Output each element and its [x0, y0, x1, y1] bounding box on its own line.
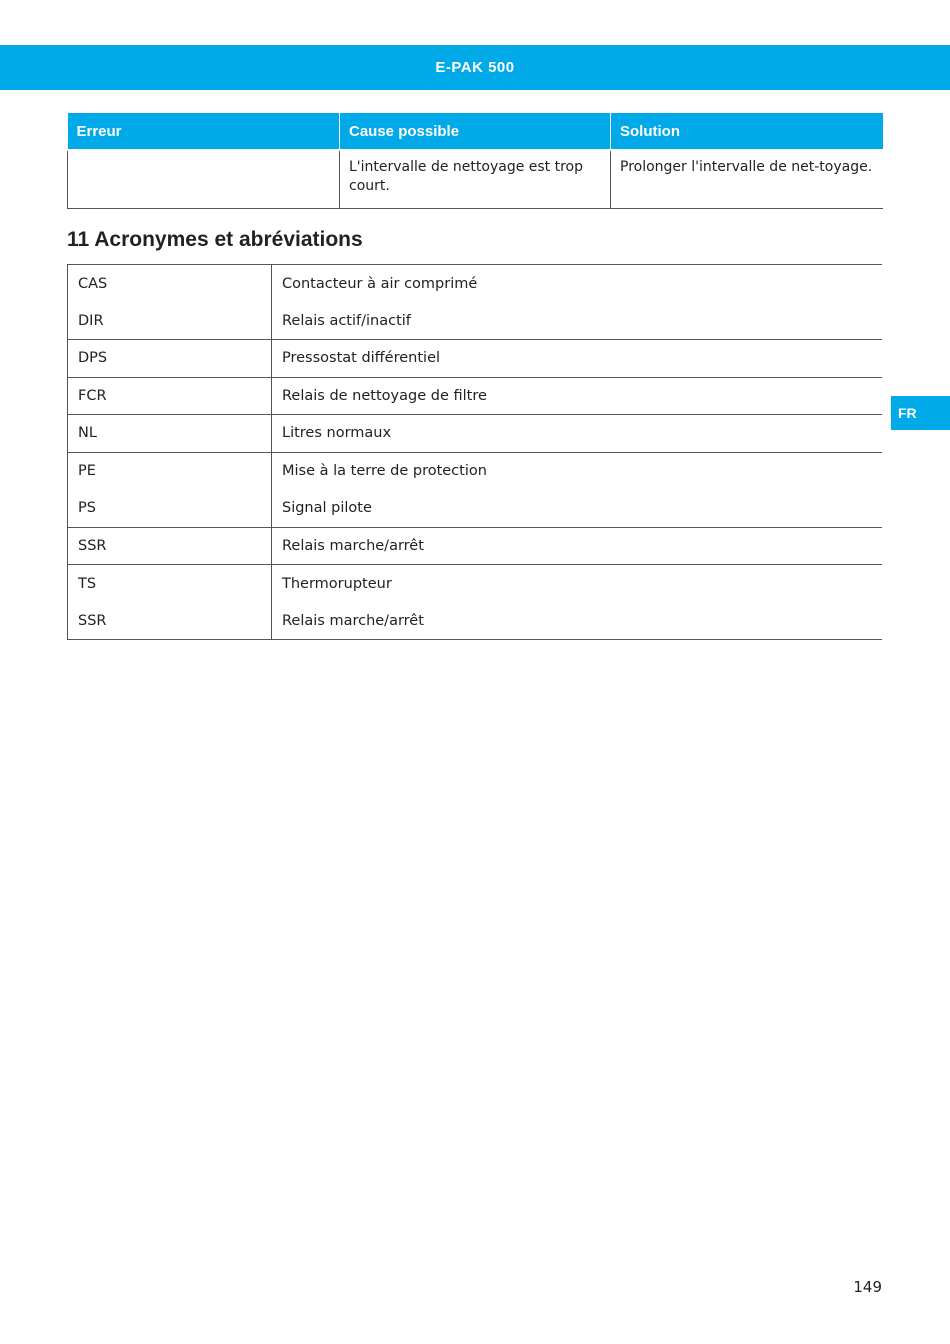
table-row — [68, 302, 883, 340]
table-row — [68, 452, 883, 490]
meaning-cell: Contacteur à air comprimé — [272, 265, 883, 303]
column-header-cause: Cause possible — [340, 113, 611, 150]
table-row — [68, 527, 883, 565]
language-label: FR — [898, 405, 917, 421]
acronym-cell: PE — [68, 452, 272, 490]
language-tab — [891, 396, 950, 430]
meaning-cell: Relais marche/arrêt — [272, 602, 883, 640]
document-header — [0, 45, 950, 90]
table-row — [68, 602, 883, 640]
column-header-solution: Solution — [611, 113, 883, 150]
table-row — [68, 565, 883, 603]
cause-cell: L'intervalle de nettoyage est trop court. — [340, 150, 611, 209]
erreur-cell — [68, 150, 340, 209]
column-header-erreur: Erreur — [68, 113, 340, 150]
acronym-cell: FCR — [68, 377, 272, 415]
table-row — [68, 415, 883, 453]
solution-cell: Prolonger l'intervalle de net-toyage. — [611, 150, 883, 209]
meaning-cell: Relais actif/inactif — [272, 302, 883, 340]
acronym-cell: PS — [68, 490, 272, 528]
table-row — [68, 490, 883, 528]
table-row — [68, 265, 883, 303]
acronym-cell: SSR — [68, 527, 272, 565]
meaning-cell: Relais de nettoyage de filtre — [272, 377, 883, 415]
acronym-cell: DIR — [68, 302, 272, 340]
troubleshooting-table — [67, 113, 883, 209]
acronym-cell: DPS — [68, 340, 272, 378]
meaning-cell: Mise à la terre de protection — [282, 463, 487, 479]
acronym-cell: TS — [68, 565, 272, 603]
table-row — [68, 377, 883, 415]
meaning-cell: Pressostat différentiel — [272, 340, 883, 378]
acronym-cell: CAS — [68, 265, 272, 303]
meaning-cell: Litres normaux — [272, 415, 883, 453]
meaning-cell: Thermorupteur — [282, 575, 392, 592]
table-row — [68, 340, 883, 378]
meaning-cell: Relais marche/arrêt — [272, 527, 883, 565]
acronyms-table — [67, 264, 882, 640]
table-row — [68, 150, 883, 209]
document-title: E-PAK 500 — [435, 59, 515, 76]
meaning-cell: Signal pilote — [272, 490, 883, 528]
page-number: 149 — [853, 1278, 882, 1296]
acronym-cell: SSR — [68, 602, 272, 640]
acronym-cell: NL — [68, 415, 272, 453]
table-header-row — [68, 113, 883, 150]
section-title: 11 Acronymes et abréviations — [67, 228, 363, 251]
